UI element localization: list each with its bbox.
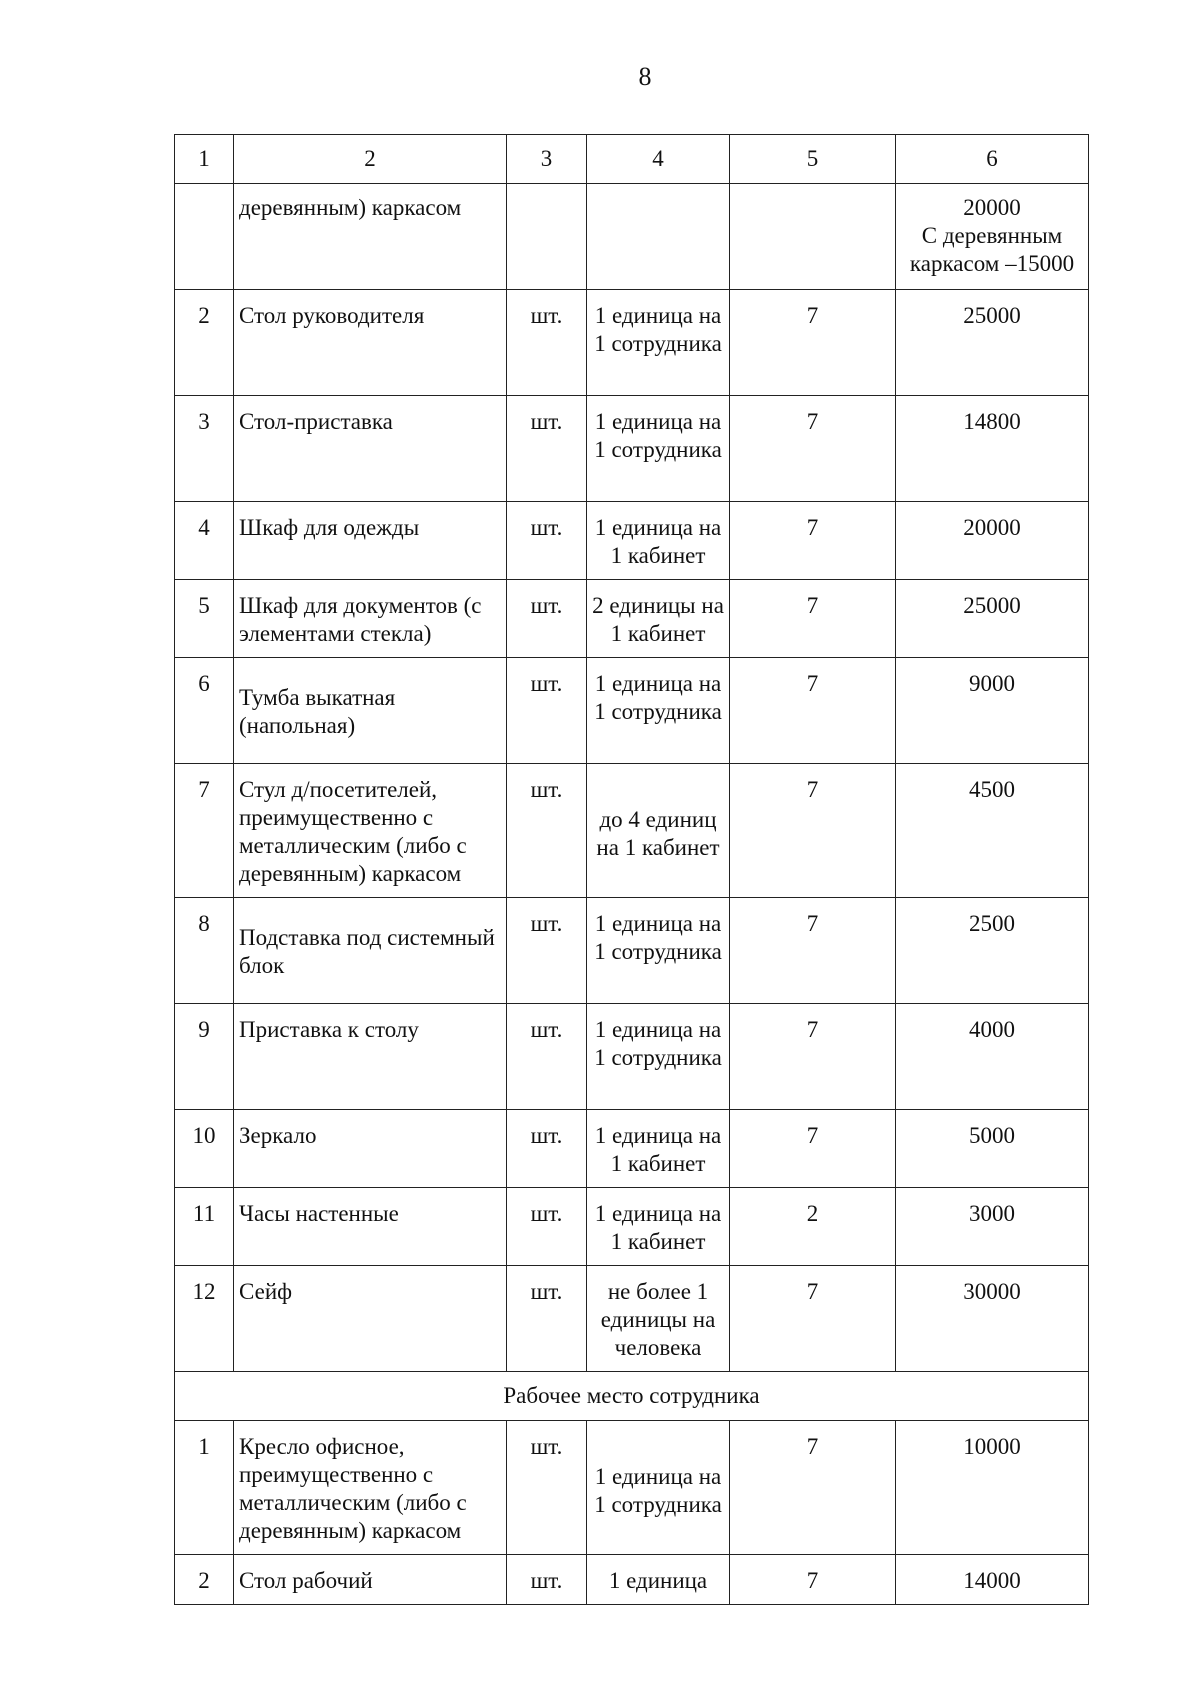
- item-norm: 1 единица на 1 сотрудника: [587, 658, 730, 764]
- row-number: 12: [175, 1266, 234, 1372]
- table-row: [175, 1266, 1089, 1372]
- column-number-1: 1: [175, 135, 234, 184]
- item-years: 7: [730, 898, 896, 1004]
- column-number-2: 2: [234, 135, 507, 184]
- item-years: 7: [730, 1421, 896, 1555]
- item-unit: шт.: [507, 396, 587, 502]
- item-norm: 1 единица на 1 кабинет: [587, 502, 730, 580]
- item-years: 7: [730, 396, 896, 502]
- item-name: Подставка под системный блок: [234, 898, 507, 1004]
- item-price: 10000: [896, 1421, 1089, 1555]
- item-unit: шт.: [507, 898, 587, 1004]
- table-row: [175, 658, 1089, 764]
- norms-table: [174, 134, 1089, 1605]
- item-name: деревянным) каркасом: [234, 184, 507, 290]
- item-name: Стол-приставка: [234, 396, 507, 502]
- row-number: 9: [175, 1004, 234, 1110]
- row-number: 5: [175, 580, 234, 658]
- item-unit: шт.: [507, 502, 587, 580]
- price-line: С деревянным: [921, 223, 1063, 248]
- item-unit: шт.: [507, 1266, 587, 1372]
- item-price: 3000: [896, 1188, 1089, 1266]
- item-price: 30000: [896, 1266, 1089, 1372]
- row-number: 3: [175, 396, 234, 502]
- item-years: 7: [730, 1004, 896, 1110]
- table-row: [175, 290, 1089, 396]
- item-name: Стол руководителя: [234, 290, 507, 396]
- item-norm: 1 единица на 1 кабинет: [587, 1110, 730, 1188]
- column-number-3: 3: [507, 135, 587, 184]
- table-row: [175, 898, 1089, 1004]
- item-name: Кресло офисное, преимущественно с металлическим (либо с деревянным) каркасом: [234, 1421, 507, 1555]
- item-norm: не более 1 единицы на человека: [587, 1266, 730, 1372]
- item-unit: шт.: [507, 1188, 587, 1266]
- item-norm: [587, 184, 730, 290]
- row-number: 11: [175, 1188, 234, 1266]
- page-number: 8: [638, 62, 652, 91]
- item-unit: шт.: [507, 580, 587, 658]
- row-number: 6: [175, 658, 234, 764]
- item-price: 14800: [896, 396, 1089, 502]
- item-price: 4000: [896, 1004, 1089, 1110]
- row-number: 8: [175, 898, 234, 1004]
- item-norm: 1 единица на 1 сотрудника: [587, 898, 730, 1004]
- item-name: Шкаф для документов (с элементами стекла): [234, 580, 507, 658]
- price-line: каркасом –15000: [909, 251, 1075, 276]
- item-price: 20000: [896, 502, 1089, 580]
- item-years: 7: [730, 580, 896, 658]
- item-unit: шт.: [507, 764, 587, 898]
- item-years: 7: [730, 764, 896, 898]
- row-number: 10: [175, 1110, 234, 1188]
- item-norm: 2 единицы на 1 кабинет: [587, 580, 730, 658]
- item-years: 2: [730, 1188, 896, 1266]
- row-number: [175, 184, 234, 290]
- column-number-6: 6: [896, 135, 1089, 184]
- item-name: Стул д/посетителей, преимущественно с металлическим (либо с деревянным) каркасом: [234, 764, 507, 898]
- item-norm: 1 единица на 1 сотрудника: [587, 1421, 730, 1555]
- row-number: 2: [175, 290, 234, 396]
- item-norm: 1 единица на 1 сотрудника: [587, 1004, 730, 1110]
- item-norm: до 4 единиц на 1 кабинет: [587, 764, 730, 898]
- item-unit: шт.: [507, 290, 587, 396]
- item-unit: шт.: [507, 1004, 587, 1110]
- column-number-5: 5: [730, 135, 896, 184]
- table-row: [175, 1004, 1089, 1110]
- section-header-row: [175, 1372, 1089, 1421]
- table-row: [175, 1555, 1089, 1605]
- item-price: 14000: [896, 1555, 1089, 1605]
- item-price: [896, 184, 1089, 290]
- table-row: [175, 396, 1089, 502]
- item-norm: 1 единица: [587, 1555, 730, 1605]
- row-number: 2: [175, 1555, 234, 1605]
- item-price: 2500: [896, 898, 1089, 1004]
- table-row-continuation: [175, 184, 1089, 290]
- item-norm: 1 единица на 1 кабинет: [587, 1188, 730, 1266]
- item-years: 7: [730, 1110, 896, 1188]
- column-number-4: 4: [587, 135, 730, 184]
- table-row: [175, 1188, 1089, 1266]
- item-years: 7: [730, 1555, 896, 1605]
- item-unit: шт.: [507, 658, 587, 764]
- price-line: 20000: [963, 195, 1021, 220]
- item-years: 7: [730, 658, 896, 764]
- item-name: Зеркало: [234, 1110, 507, 1188]
- table-row: [175, 764, 1089, 898]
- item-years: 7: [730, 290, 896, 396]
- row-number: 7: [175, 764, 234, 898]
- item-norm: 1 единица на 1 сотрудника: [587, 396, 730, 502]
- item-years: 7: [730, 502, 896, 580]
- item-unit: шт.: [507, 1555, 587, 1605]
- row-number: 4: [175, 502, 234, 580]
- item-norm: 1 единица на 1 сотрудника: [587, 290, 730, 396]
- section-title: Рабочее место сотрудника: [175, 1372, 1089, 1421]
- table-row: [175, 502, 1089, 580]
- item-name: Часы настенные: [234, 1188, 507, 1266]
- item-years: 7: [730, 1266, 896, 1372]
- item-name: Шкаф для одежды: [234, 502, 507, 580]
- table-row: [175, 1421, 1089, 1555]
- item-price: 4500: [896, 764, 1089, 898]
- item-price: 5000: [896, 1110, 1089, 1188]
- table-row: [175, 580, 1089, 658]
- item-price: 25000: [896, 580, 1089, 658]
- table-header-row: [175, 135, 1089, 184]
- item-years: [730, 184, 896, 290]
- item-price: 9000: [896, 658, 1089, 764]
- item-unit: [507, 184, 587, 290]
- item-name: Приставка к столу: [234, 1004, 507, 1110]
- table-row: [175, 1110, 1089, 1188]
- item-unit: шт.: [507, 1421, 587, 1555]
- item-name: Стол рабочий: [234, 1555, 507, 1605]
- item-price: 25000: [896, 290, 1089, 396]
- item-unit: шт.: [507, 1110, 587, 1188]
- row-number: 1: [175, 1421, 234, 1555]
- item-name: Сейф: [234, 1266, 507, 1372]
- item-name: Тумба выкатная (напольная): [234, 658, 507, 764]
